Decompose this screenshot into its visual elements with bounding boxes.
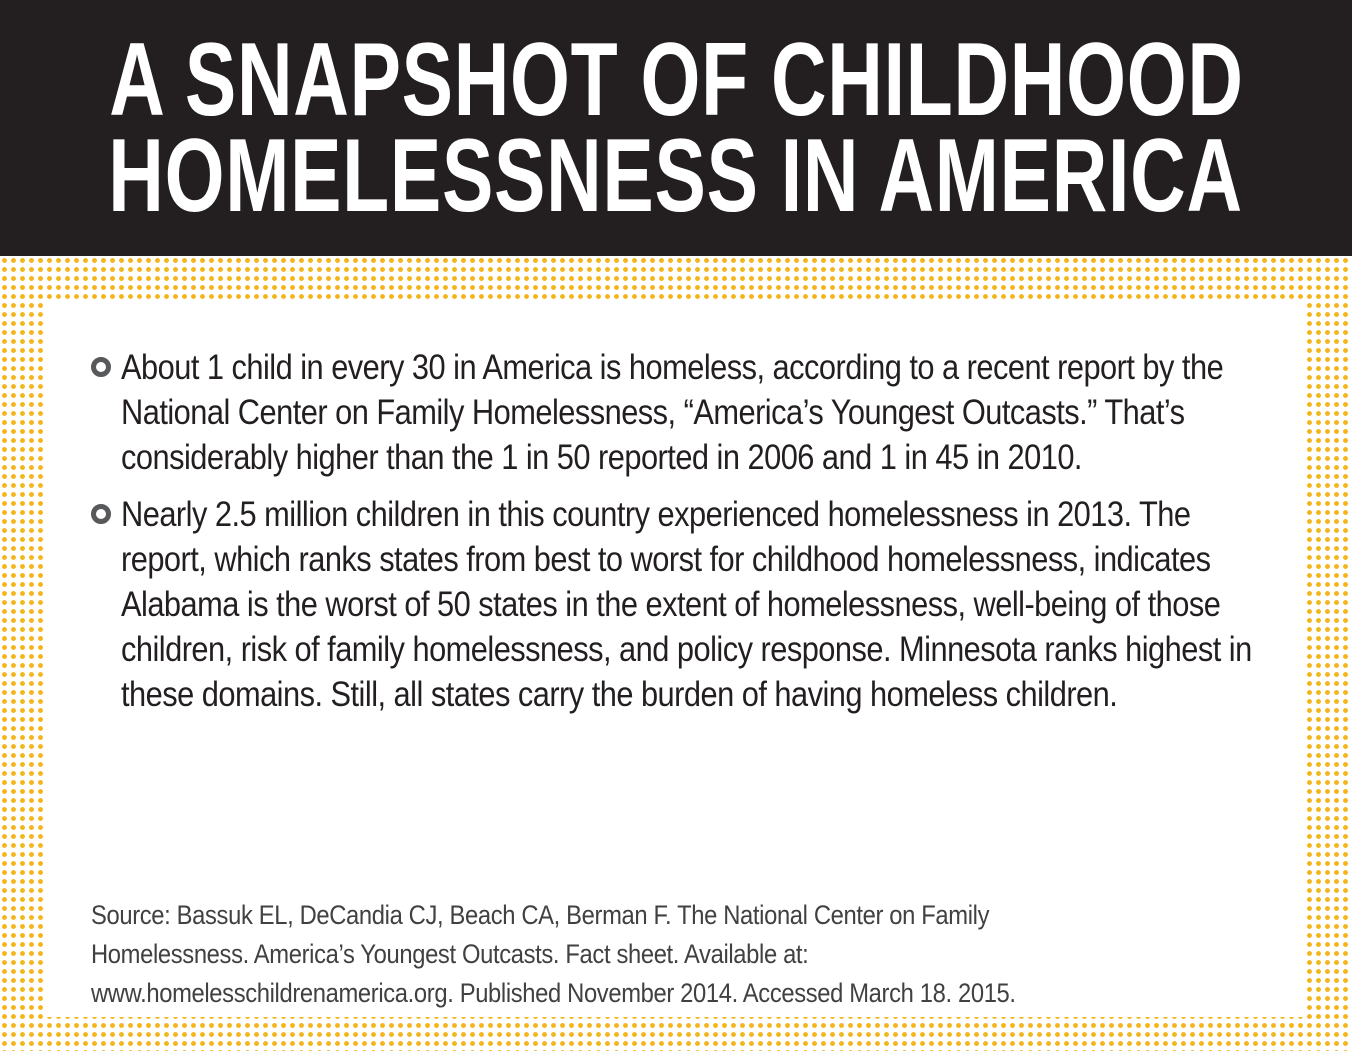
ring-bullet-icon [91,357,111,377]
content-panel [43,300,1307,1017]
dotted-border-frame [0,256,1352,1051]
title-banner [0,0,1352,256]
list-item [91,492,1291,717]
source-line-2: Homelessness. America’s Youngest Outcasts. Fact sheet. Available at: [91,939,809,969]
source-citation [91,896,1235,1013]
source-line-1: Source: Bassuk EL, DeCandia CJ, Beach CA, Berman F. The National Center on Family [91,900,990,930]
page-title-line-2: HOMELESSNESS IN AMERICA [108,118,1244,234]
fact-text: Nearly 2.5 million children in this country experienced homelessness in 2013. The report, which ranks states from best to worst for childhood homelessness, indicates Alabama is the worst of 50 states in the extent of homelessness, well-being of those children, risk of family homelessness, and policy response. Minnesota ranks highest in these domains. Still, all states carry the burden of having homeless children. [121,495,1252,714]
fact-list [91,345,1291,729]
list-item [91,345,1291,480]
page-title-line-1: A SNAPSHOT OF CHILDHOOD [108,22,1244,138]
source-line-3: www.homelesschildrenamerica.org. Published November 2014. Accessed March 18. 2015. [91,978,1016,1008]
ring-bullet-icon [91,504,111,524]
fact-text: About 1 child in every 30 in America is homeless, according to a recent report by the National Center on Family Homelessness, “America’s Youngest Outcasts.” That’s considerably higher than the 1 in 50 reported in 2006 and 1 in 45 in 2010. [121,348,1224,477]
